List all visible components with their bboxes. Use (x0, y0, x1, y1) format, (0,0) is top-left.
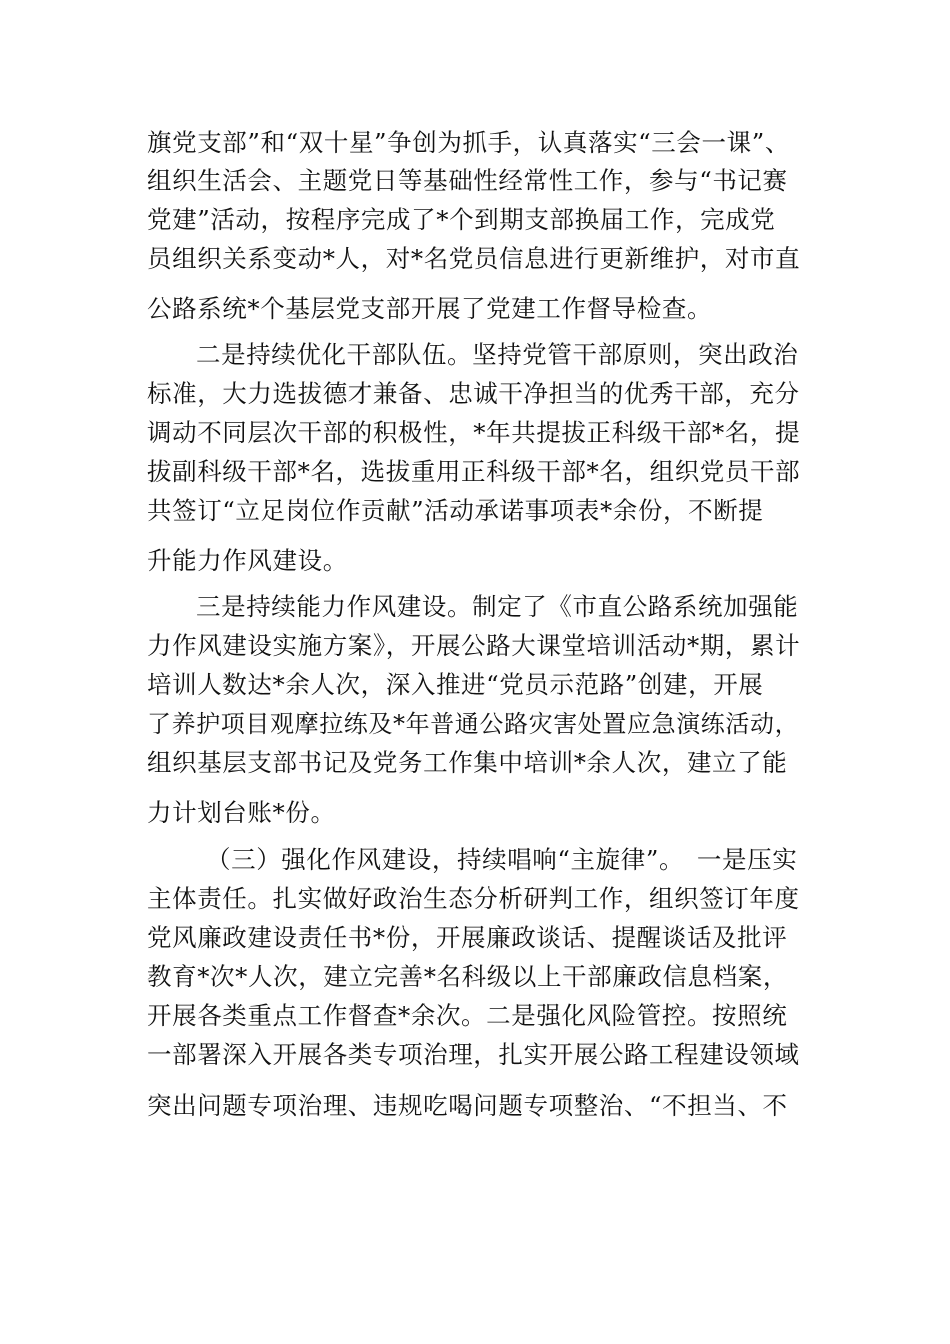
paragraph-line: 组织生活会、主题党日等基础性经常性工作，参与“书记赛 (147, 166, 788, 195)
paragraph-line: 一部署深入开展各类专项治理，扎实开展公路工程建设领域 (147, 1040, 800, 1069)
paragraph-line: 突出问题专项治理、违规吃喝问题专项整治、“不担当、不 (147, 1091, 788, 1120)
paragraph-line: 拔副科级干部*名，选拔重用正科级干部*名，组织党员干部 (147, 457, 801, 486)
paragraph-line: 三是持续能力作风建设。制定了《市直公路系统加强能 (196, 592, 799, 621)
paragraph-line: 党风廉政建设责任书*份，开展廉政谈话、提醒谈话及批评 (147, 923, 788, 952)
paragraph-line: 旗党支部”和“双十星”争创为抓手，认真落实“三会一课”、 (147, 128, 790, 157)
paragraph-line: 党建”活动，按程序完成了*个到期支部换届工作，完成党 (147, 205, 776, 234)
paragraph-line: 开展各类重点工作督查*余次。二是强化风险管控。按照统 (147, 1001, 788, 1030)
paragraph-line: 了养护项目观摩拉练及*年普通公路灾害处置应急演练活动， (147, 710, 800, 738)
paragraph-line: 公路系统*个基层党支部开展了党建工作督导检查。 (147, 294, 713, 323)
paragraph-line: 员组织关系变动*人，对*名党员信息进行更新维护，对市直 (147, 244, 801, 273)
paragraph-line: 力计划台账*份。 (147, 798, 336, 827)
section-heading-line: （三）强化作风建设，持续唱响“主旋律”。 一是压实 (206, 845, 798, 874)
paragraph-line: 二是持续优化干部队伍。坚持党管干部原则，突出政治 (196, 340, 799, 369)
paragraph-line: 主体责任。扎实做好政治生态分析研判工作，组织签订年度 (147, 884, 800, 913)
paragraph-line: 共签订“立足岗位作贡献”活动承诺事项表*余份，不断提 (147, 496, 764, 525)
paragraph-line: 调动不同层次干部的积极性，*年共提拔正科级干部*名，提 (147, 418, 801, 447)
paragraph-line: 组织基层支部书记及党务工作集中培训*余人次，建立了能 (147, 748, 788, 777)
paragraph-line: 力作风建设实施方案》，开展公路大课堂培训活动*期，累计 (147, 631, 801, 660)
paragraph-line: 教育*次*人次，建立完善*名科级以上干部廉政信息档案， (147, 962, 788, 991)
paragraph-line: 培训人数达*余人次，深入推进“党员示范路”创建，开展 (147, 670, 764, 699)
paragraph-line: 标准，大力选拔德才兼备、忠诚干净担当的优秀干部，充分 (147, 379, 800, 408)
paragraph-line: 升能力作风建设。 (147, 546, 348, 575)
